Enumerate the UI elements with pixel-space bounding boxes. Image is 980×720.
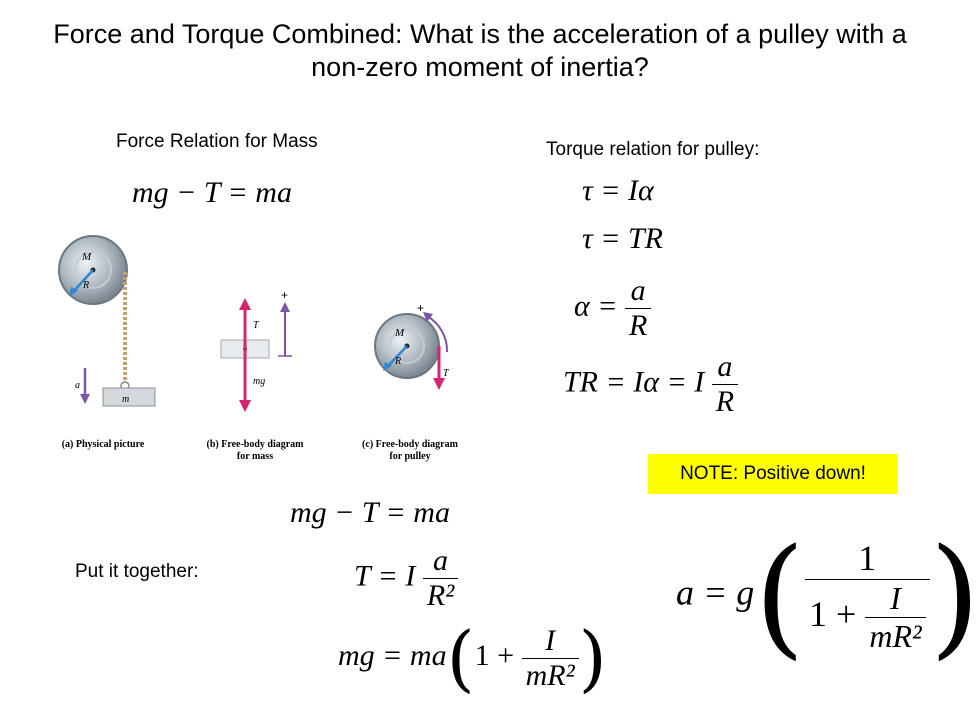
t-denominator: R²	[423, 578, 458, 613]
caption-c-line2: for pulley	[389, 451, 431, 462]
fbd-mg-label: mg	[253, 376, 266, 387]
accel-a-label: a	[75, 380, 80, 391]
mg-numerator: I	[545, 623, 556, 657]
result-one: 1 +	[809, 593, 857, 634]
alpha-equation	[574, 274, 651, 343]
fbd-mass	[221, 288, 292, 412]
mg-lhs: mg = ma	[338, 638, 447, 672]
result-inner-denominator: mR²	[865, 617, 925, 655]
radius-R-label: R	[83, 280, 90, 291]
mass-M-label: M	[82, 251, 92, 263]
torque-relation-label: Torque relation for pulley:	[546, 139, 760, 160]
torque-equation-1: τ = Iα	[582, 174, 654, 207]
result-numerator: 1	[858, 538, 877, 578]
alpha-denominator: R	[625, 308, 651, 343]
caption-c-line1: (c) Free-body diagram	[362, 439, 458, 450]
result-inner-numerator: I	[890, 580, 901, 616]
tr-denominator: R	[712, 384, 738, 419]
force-relation-label: Force Relation for Mass	[116, 131, 318, 152]
fbd-R-label: R	[395, 356, 402, 367]
result-equation: a = g( 1 1 + $\frac{I}{\text{mR²}}$ )	[676, 520, 980, 672]
plus-sign-c: +	[417, 301, 425, 315]
physical-picture	[59, 236, 155, 406]
combined-force-equation: mg − T = ma	[290, 496, 450, 529]
t-lhs: T = I	[354, 559, 416, 593]
t-numerator: a	[433, 544, 449, 577]
mg-denominator: mR²	[522, 658, 579, 693]
tr-numerator: a	[717, 350, 733, 383]
pulley-T-label: T	[443, 368, 449, 379]
put-together-label: Put it together:	[75, 561, 199, 582]
caption-b-line1: (b) Free-body diagram	[206, 439, 304, 450]
tension-equation	[354, 544, 458, 613]
tr-lhs: TR = Iα = I	[563, 365, 705, 399]
result-lhs: a = g	[676, 572, 755, 613]
fbd-M-label: M	[395, 327, 405, 339]
caption-a: (a) Physical picture	[61, 439, 145, 450]
block-m-label: m	[122, 394, 130, 405]
force-equation: mg − T = ma	[132, 176, 292, 209]
fbd-pulley	[375, 301, 450, 390]
page-title: Force and Torque Combined: What is the acceleration of a pulley with a non-zero moment of inertia?	[53, 19, 907, 82]
mg-equation: mg = ma(1 + $\frac{I}{\text{mR²}}$ )	[338, 616, 607, 700]
result-denominator	[805, 579, 930, 655]
alpha-numerator: a	[630, 274, 646, 307]
alpha-lhs: α =	[574, 289, 618, 323]
caption-b-line2: for mass	[236, 451, 274, 462]
fbd-T-label: T	[253, 320, 259, 331]
plus-sign-b: +	[281, 288, 289, 302]
torque-equation-2: τ = TR	[582, 222, 663, 255]
note-badge: NOTE: Positive down!	[648, 454, 898, 494]
tr-equation	[563, 350, 738, 419]
pulley-figure	[45, 230, 475, 466]
mg-one: 1 +	[474, 638, 515, 672]
